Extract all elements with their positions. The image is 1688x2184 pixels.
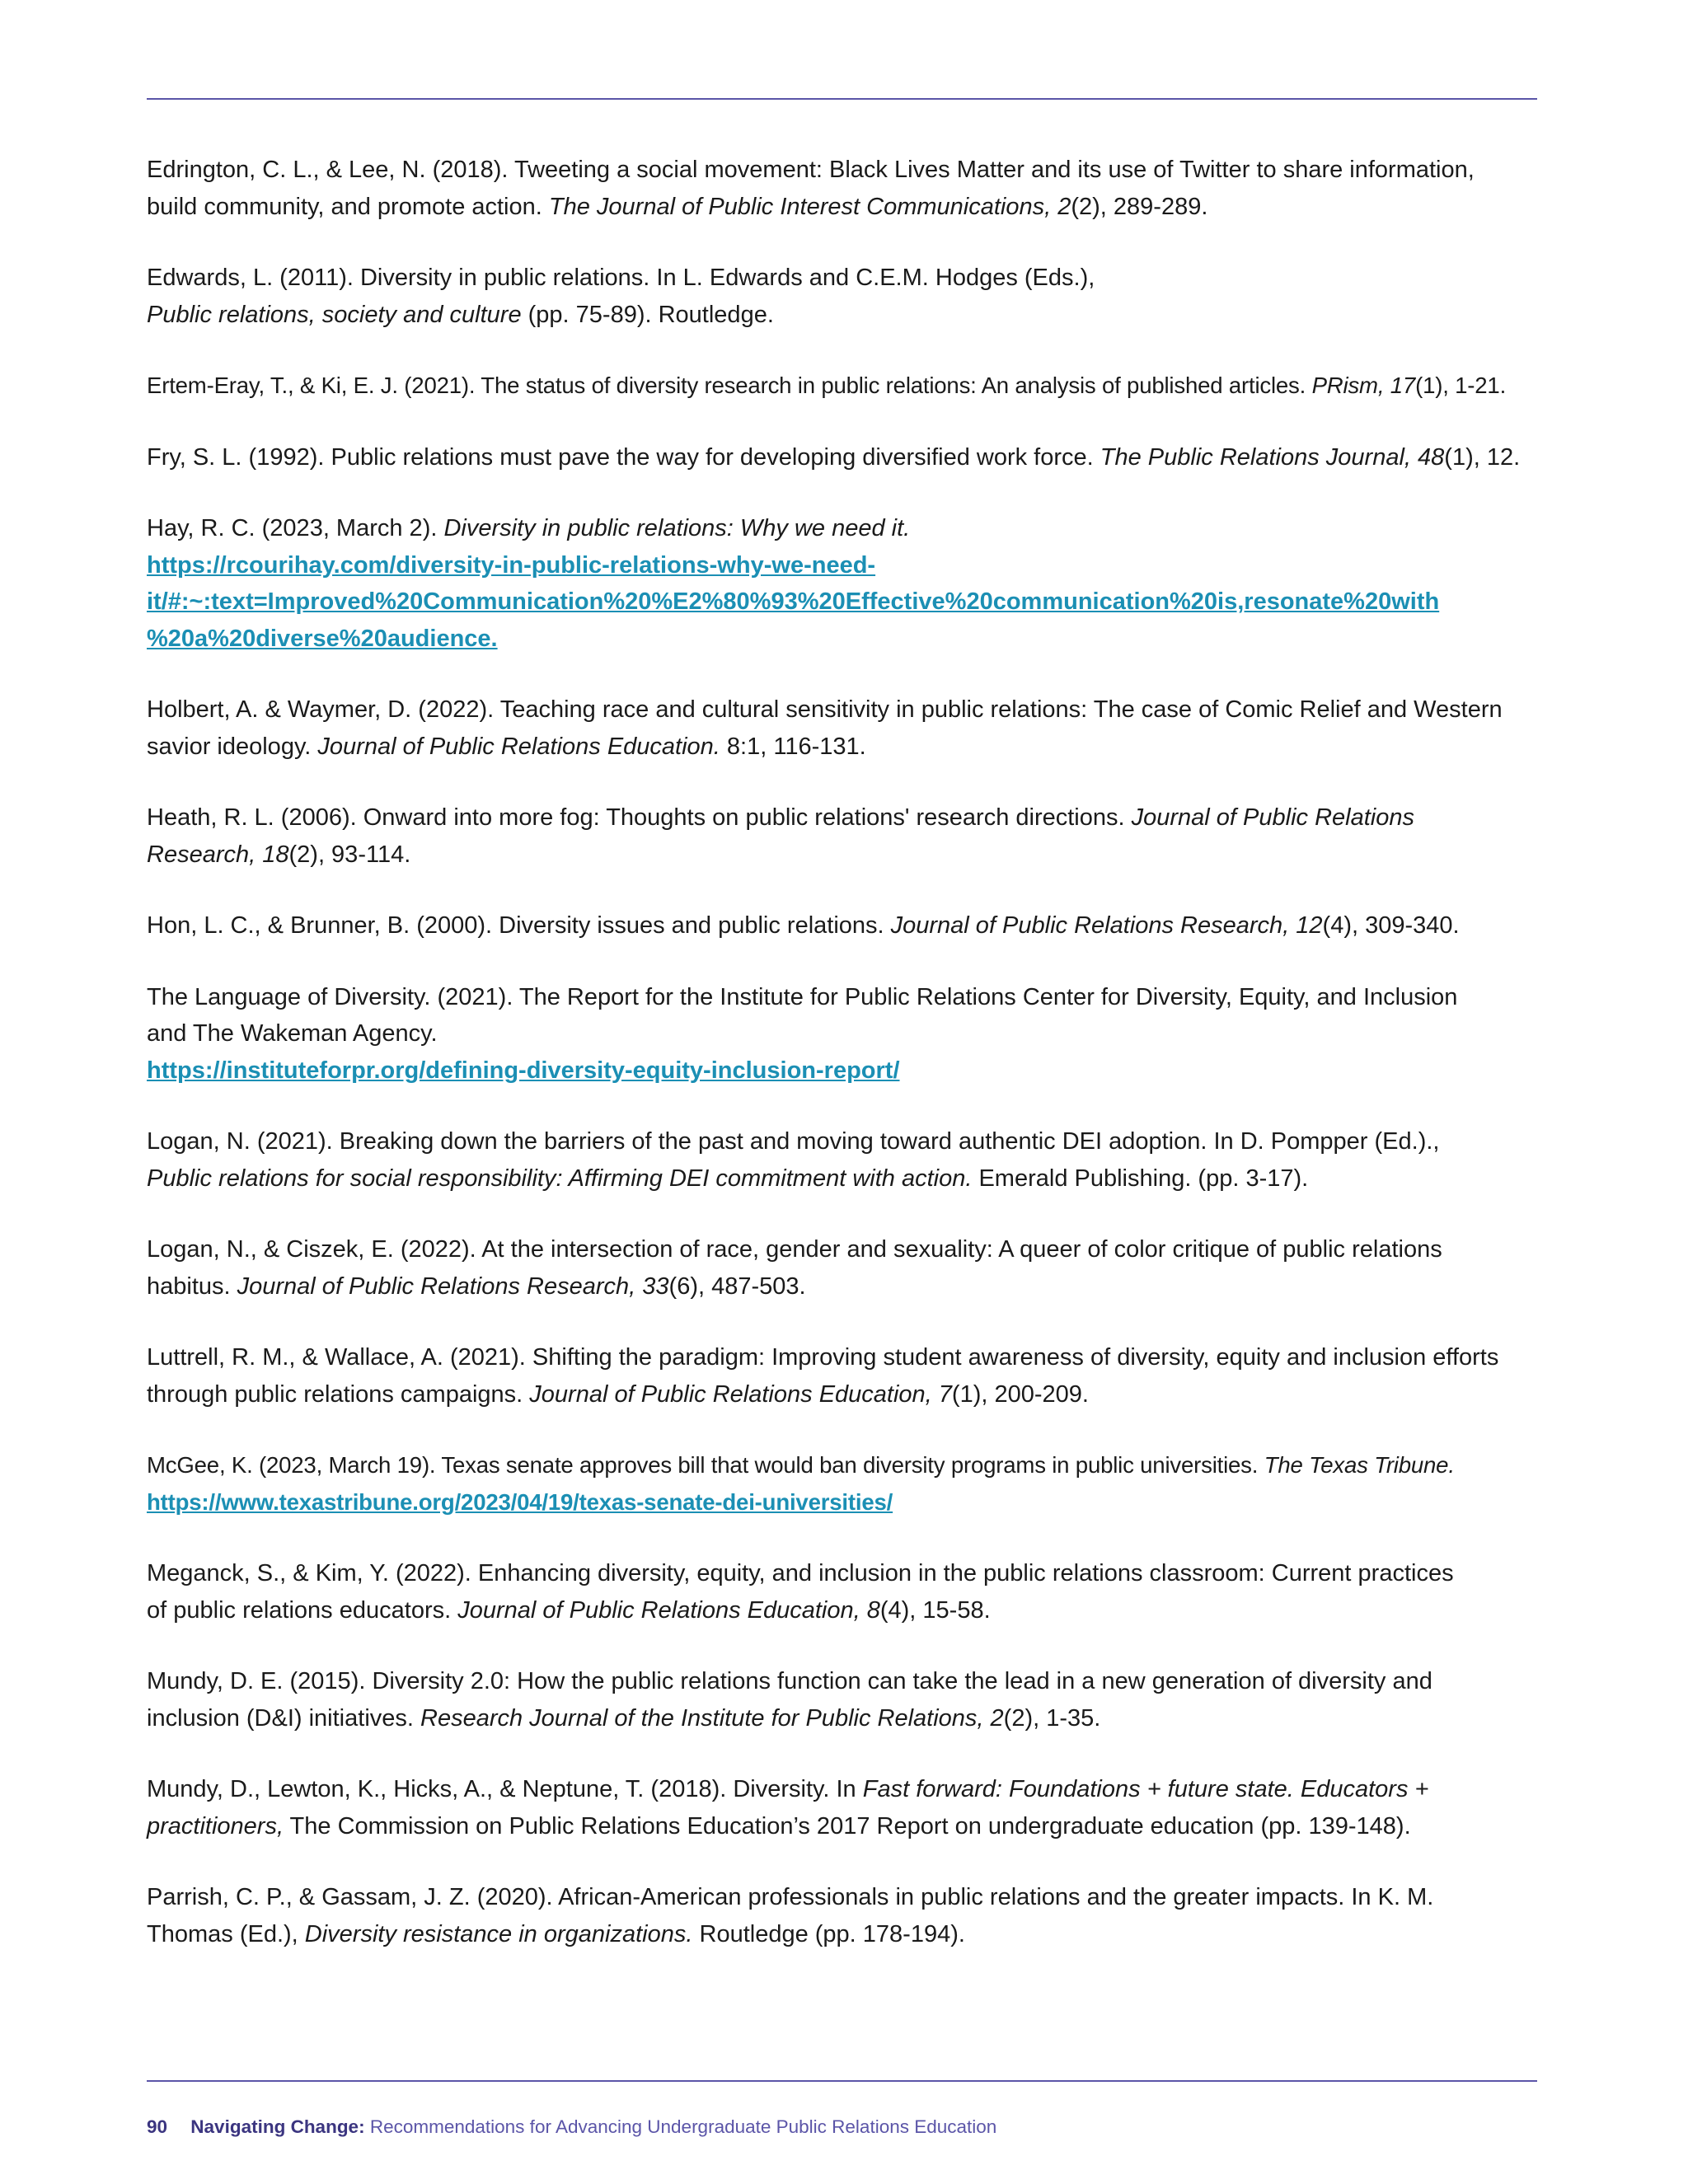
reference-entry [147,1555,1540,1629]
top-divider [147,98,1537,100]
reference-text: Emerald Publishing. (pp. 3-17). [972,1165,1309,1192]
reference-text: Ertem-Eray, T., & Ki, E. J. (2021). The status of diversity research in public relations: An analysis of published articles. [147,373,1312,398]
reference-entry [147,979,1540,1090]
reference-text: The Commission on Public Relations Education’s 2017 Report on undergraduate education (pp. 139-148). [284,1812,1411,1840]
reference-title-italic: Research Journal of the Institute for Public Relations, 2 [420,1704,1004,1732]
reference-text-line [147,1916,1540,1953]
reference-title-italic: Diversity resistance in organizations. [304,1920,693,1947]
reference-text-line: The Language of Diversity. (2021). The Report for the Institute for Public Relations Center for Diversity, Equity, and Inclusion [147,983,1458,1010]
page-number: 90 [147,2116,168,2137]
reference-title-italic: practitioners, [147,1812,284,1840]
reference-entry [147,907,1540,944]
reference-entry [147,1771,1540,1844]
reference-text: (1), 1-21. [1415,373,1507,398]
reference-title-italic: Fast forward: Foundations + future state. Educators + [862,1776,1429,1802]
reference-text-line [147,510,1540,547]
reference-entry [147,510,1540,657]
reference-text-line [147,1160,1540,1197]
reference-text: McGee, K. (2023, March 19). Texas senate approves bill that would ban diversity programs in public universities. [147,1452,1264,1478]
reference-text-line: Holbert, A. & Waymer, D. (2022). Teaching race and cultural sensitivity in public relations: The case of Comic Relief and Western [147,696,1503,723]
reference-title-italic: Journal of Public Relations [1131,804,1414,831]
reference-url-link[interactable]: https://rcourihay.com/diversity-in-public-relations-why-we-need- [147,551,876,579]
reference-text: (4), 309-340. [1322,912,1460,939]
reference-url-link[interactable]: https://www.texastribune.org/2023/04/19/texas-senate-dei-universities/ [147,1488,893,1515]
reference-text: Fry, S. L. (1992). Public relations must pave the way for developing diversified work force. [147,443,1100,471]
reference-text-line [147,1376,1540,1413]
reference-text-line [147,799,1540,837]
reference-text-line [147,1592,1540,1629]
reference-text: (2), 289-289. [1071,193,1208,220]
reference-text-line: Luttrell, R. M., & Wallace, A. (2021). Shifting the paradigm: Improving student awareness of diversity, equity and inclusion efforts [147,1344,1499,1371]
reference-text-line: Edwards, L. (2011). Diversity in public relations. In L. Edwards and C.E.M. Hodges (Eds.), [147,265,1095,291]
reference-title-italic: The Public Relations Journal, 48 [1100,443,1445,471]
reference-text-line [147,1700,1540,1737]
reference-text: (1), 12. [1444,443,1521,471]
page-footer [147,2116,996,2138]
reference-text: (4), 15-58. [879,1596,991,1624]
reference-text: savior ideology. [147,733,318,760]
reference-text: (pp. 75-89). Routledge. [521,301,774,328]
reference-text: Mundy, D., Lewton, K., Hicks, A., & Neptune, T. (2018). Diversity. In [147,1776,863,1802]
reference-text: (2), 1-35. [1003,1704,1101,1732]
reference-text: Hay, R. C. (2023, March 2). [147,515,444,541]
reference-entry [147,152,1540,225]
reference-text-line [147,1771,1540,1808]
reference-text: build community, and promote action. [147,193,549,220]
reference-entry [147,1447,1540,1521]
reference-text-line: Meganck, S., & Kim, Y. (2022). Enhancing diversity, equity, and inclusion in the public relations classroom: Current practices [147,1560,1454,1586]
reference-entry [147,1879,1540,1952]
reference-title-italic: Public relations for social responsibility: Affirming DEI commitment with action. [147,1165,973,1192]
bottom-divider [147,2080,1537,2082]
reference-text: through public relations campaigns. [147,1380,530,1408]
reference-entry [147,1123,1540,1197]
reference-text-line [147,837,1540,874]
reference-title-italic: Journal of Public Relations Education, 8 [457,1596,880,1624]
reference-entry [147,799,1540,873]
reference-text-line: Mundy, D. E. (2015). Diversity 2.0: How the public relations function can take the lead in a new generation of diversity and [147,1668,1432,1694]
reference-entry [147,691,1540,765]
reference-entry [147,1339,1540,1413]
reference-text: Thomas (Ed.), [147,1920,305,1947]
reference-title-italic: Journal of Public Relations Education. [317,733,720,760]
reference-text: (2), 93-114. [288,841,411,868]
reference-text-line: Parrish, C. P., & Gassam, J. Z. (2020). African-American professionals in public relations and the greater impacts. In K. M. [147,1884,1434,1910]
reference-entry [147,368,1540,405]
reference-text-line [147,1447,1540,1484]
reference-text-line [147,1268,1540,1305]
reference-text: (6), 487-503. [668,1272,806,1300]
reference-text: (1), 200-209. [951,1380,1089,1408]
reference-text-line [147,189,1540,226]
reference-text: Routledge (pp. 178-194). [692,1920,965,1947]
reference-entry [147,1663,1540,1736]
reference-title-italic: Research, 18 [147,841,289,868]
reference-title-italic: The Journal of Public Interest Communications, 2 [548,193,1071,220]
document-title: Navigating Change: [190,2116,365,2137]
reference-text: Heath, R. L. (2006). Onward into more fog: Thoughts on public relations' research directions. [147,804,1132,831]
reference-text-line: Logan, N. (2021). Breaking down the barriers of the past and moving toward authentic DEI adoption. In D. Pompper (Ed.)., [147,1128,1440,1155]
reference-title-italic: The Texas Tribune. [1264,1452,1455,1478]
reference-text: inclusion (D&I) initiatives. [147,1704,420,1732]
reference-title-italic: PRism, 17 [1311,373,1416,398]
reference-entry [147,439,1540,476]
reference-text-line: Edrington, C. L., & Lee, N. (2018). Tweeting a social movement: Black Lives Matter and its use of Twitter to share information, [147,157,1475,183]
reference-title-italic: Journal of Public Relations Research, 12 [890,912,1323,939]
reference-text: habitus. [147,1272,237,1300]
reference-list [147,152,1540,1987]
reference-url-link[interactable]: https://instituteforpr.org/defining-diversity-equity-inclusion-report/ [147,1057,900,1084]
reference-title-italic: Diversity in public relations: Why we need it. [443,515,911,541]
reference-text-line [147,297,1540,334]
document-subtitle: Recommendations for Advancing Undergraduate Public Relations Education [369,2116,997,2137]
reference-text-line: Logan, N., & Ciszek, E. (2022). At the intersection of race, gender and sexuality: A queer of color critique of public relations [147,1236,1442,1263]
reference-text-line [147,907,1540,944]
reference-entry [147,1231,1540,1305]
reference-text-line [147,729,1540,766]
reference-text-line [147,368,1540,405]
reference-text-line: and The Wakeman Agency. [147,1020,438,1047]
reference-entry [147,260,1540,333]
reference-title-italic: Journal of Public Relations Education, 7 [529,1380,952,1408]
reference-title-italic: Journal of Public Relations Research, 33 [237,1272,669,1300]
reference-text-line [147,439,1540,476]
reference-text: 8:1, 116-131. [720,733,866,760]
reference-text: Hon, L. C., & Brunner, B. (2000). Diversity issues and public relations. [147,912,891,939]
reference-text-line [147,1808,1540,1845]
reference-url-link[interactable]: it/#:~:text=Improved%20Communication%20%E2%80%93%20Effective%20communication%20is,resonate%20with [147,588,1440,615]
reference-text: of public relations educators. [147,1596,458,1624]
reference-title-italic: Public relations, society and culture [147,301,522,328]
reference-url-link[interactable]: %20a%20diverse%20audience. [147,625,498,652]
